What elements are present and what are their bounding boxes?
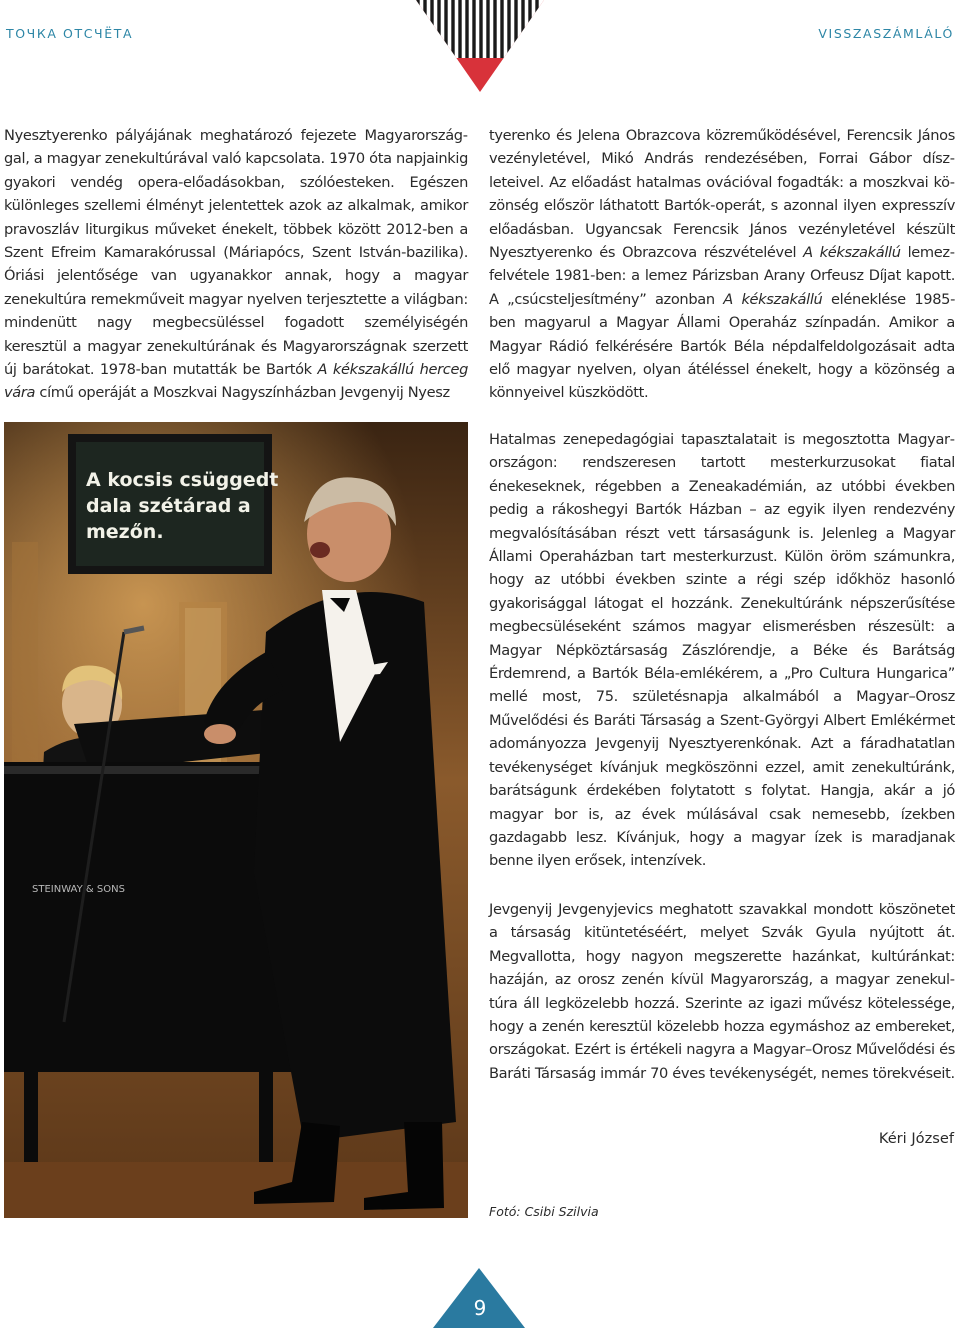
opera-title: A kékszakállú herceg vára <box>4 361 468 402</box>
page-number: 9 <box>473 1296 487 1320</box>
piano-brand-label: STEINWAY & SONS <box>32 884 125 895</box>
article-column-right-1 <box>489 124 955 405</box>
opera-title: A kékszakállú <box>723 290 823 308</box>
article-column-right-3 <box>489 898 955 1085</box>
text-run: lemezfelvétele 1981-ben: a lemez Párizsban Arany Orfeusz Díjat kapott. A „csúcsteljesítmény” azonban <box>489 244 955 308</box>
article-column-right-2 <box>489 428 955 873</box>
header-triangle-mark <box>410 0 550 96</box>
opera-title: A kékszakállú <box>803 244 901 262</box>
article-paragraph <box>4 124 468 405</box>
author-signature: Kéri József <box>878 1130 954 1147</box>
screen-caption-line: A kocsis csüggedt <box>86 469 279 491</box>
screen-caption-line: dala szétárad a <box>86 495 251 517</box>
photo-credit: Fotó: Csibi Szilvia <box>489 1204 599 1219</box>
text-run: tyerenko és Jelena Obrazcova közreműködésével, Ferencsik János vezényletével, Mikó András rendezésében, Forrai Gábor díszleteivel. Az előadást hatalmas ovációval fogadták: a moszkvai közönség először láthatott Bartók-operát, s azonnal ilyen expresszív előadásban. Ugyancsak Ferencsik János vezényletével készült Nyesztyerenko és Obrazcova részvételével <box>489 127 955 262</box>
section-title-right: VISSZASZÁMLÁLÓ <box>818 26 954 41</box>
text-run: című operáját a Moszkvai Nagyszínházban Jevgenyij Nyesz <box>35 384 450 402</box>
concert-photo-illustration <box>4 422 468 1218</box>
article-paragraph: Hatalmas zenepedagógiai tapasztalatait is megosztotta Magyarországon: rendszeresen tartott mesterkurzusokat fiatal énekeseknek, régebben a Zeneakadémián, az utóbbi években pedig a rákoshegyi Bartók Házban – az egyik ilyen rendezvény megvalósításában részt vett társaságunk is. Jelenleg a Magyar Állami Operaházban tart mesterkurzust. Külön öröm számunkra, hogy az utóbbi években szinte a régi szép időkhöz hasonló gyakorisággal látogat el hozzánk. Zenekultúránk népszerűsítése megbecsüléseként számos magyar elismerésben részesült: a Magyar Népköztársaság Zászlórendje, a Béke és Barátság Érdemrend, a Bartók Béla-emlékérem, a „Pro Cultura Hungarica” mellé most, 75. születésnapja alkalmából a Magyar–Orosz Művelődési és Baráti Társaság a Szent-Györgyi Albert Emlékérmet adományozza Jevgenyij Nyesztyerenkónak. Azt a fáradhatatlan tevékenységet kívánjuk megköszönni ezzel, amit zenekultúránk, barátságunk érdekében folytatott s folytat. Hangja, akár a jó magyar bor is, az évek múlásával csak nemesebb, ízekben gazdagabb lesz. Kívánjuk, hogy a magyar ízek is maradjanak benne ilyen erősek, intenzívek. <box>489 431 955 870</box>
screen-caption-line: mezőn. <box>86 521 164 543</box>
article-paragraph <box>489 124 955 405</box>
article-column-left <box>4 124 468 405</box>
text-run: Nyesztyerenko pályájának meghatározó fejezete Magyarországgal, a magyar zenekultúrával való kapcsolata. 1970 óta napjainkig gyakori vendég opera-előadásokban, szólóesteken. Egészen különleges szellemi élményt jelentettek azok az alkalmak, amikor pravoszláv liturgikus műveket énekelt, többek között 2012-ben a Szent Efreim Kamarakórussal (Máriapócs, Szent István-bazilika). Óriási jelentősége van ugyanakkor annak, hogy a magyar zenekultúra remekműveit magyar nyelven terjesztette a világban: mindenütt nagy megbecsüléssel fogadott személyiségén keresztül a magyar zenekultúrának és Magyarországnak szerzett új barátokat. 1978-ban mutatták be Bartók <box>4 127 469 379</box>
concert-photo <box>4 422 468 1218</box>
text-run: eléneklése 1985-ben magyarul a Magyar Állami Operaház színpadán. Amikor a Magyar Rádió felkérésére Bartók Béla népdalfeldolgozásait adta elő magyar nyelven, olyan átéléssel énekelt, hogy a közönség a könnyeivel küszködött. <box>489 290 955 402</box>
section-title-left: ТОЧКА ОТСЧЁТА <box>6 26 134 41</box>
article-paragraph: Jevgenyij Jevgenyjevics meghatott szavakkal mondott köszönetet a társaság kitüntetéséért, melyet Szvák Gyula nyújtott át. Megvallotta, hogy nagyon megszerette hazánkat, kultúránkat: hazáján, az orosz zenén kívül Magyarország, a magyar zenekultúra áll legközelebb hozzá. Szerinte az igazi művész kötelessége, hogy a zenén keresztül közelebb hozza egymáshoz az embereket, országokat. Ezért is értékeli nagyra a Magyar–Orosz Művelődési és Baráti Társaság immár 70 éves tevékenységét, nemes törekvéseit. <box>489 901 955 1082</box>
